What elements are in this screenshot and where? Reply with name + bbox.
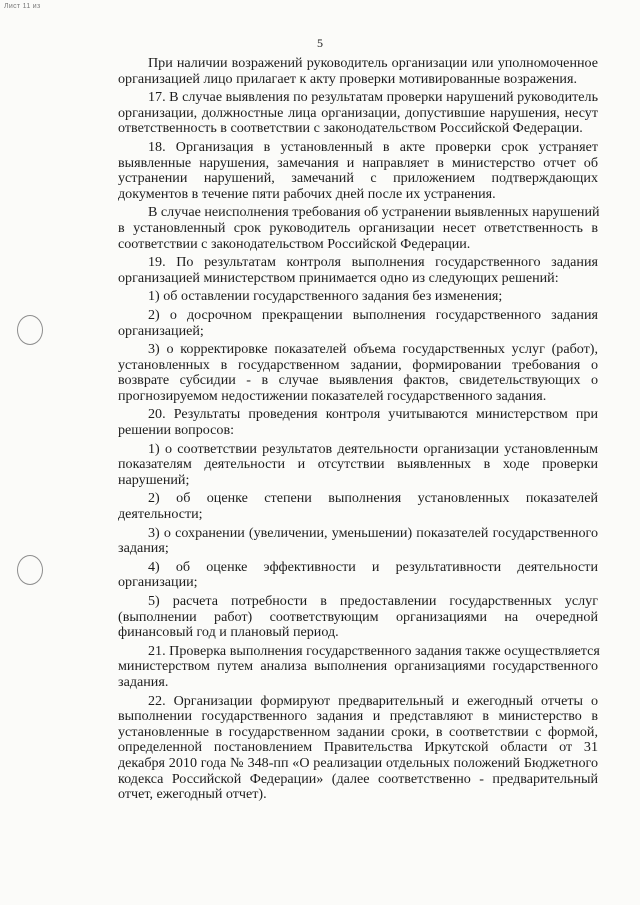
- paragraph: [88, 342, 598, 404]
- text-line: показателям деятельности и отсутствии выявленных в ходе проверки: [118, 456, 598, 473]
- text-line: документов в течение пяти рабочих дней после их устранения.: [118, 185, 496, 202]
- text-line: задания;: [118, 540, 169, 557]
- paragraph: [88, 594, 598, 641]
- text-line: 17. В случае выявления по результатам проверки нарушений руководитель: [148, 89, 598, 106]
- paragraph: [88, 90, 598, 137]
- text-line: 3) о корректировке показателей объема государственных услуг (работ),: [148, 341, 598, 358]
- text-line: финансовый год и плановый период.: [118, 624, 339, 641]
- paragraph: [88, 644, 598, 691]
- text-line: в установленный срок руководитель организации несет ответственность в: [118, 219, 598, 236]
- text-line: 1) о соответствии результатов деятельности организации установленным: [148, 440, 598, 457]
- text-line: министерством путем анализа выполнения организациями государственного: [118, 658, 598, 675]
- text-line: кодекса Российской Федерации» (далее соответственно - предварительный: [118, 770, 598, 787]
- text-line: организации, должностные лица организации, допустившие нарушения, несут: [118, 104, 598, 121]
- text-line: определенной постановлением Правительства Иркутской области от 31: [118, 739, 598, 756]
- text-line: установленных в государственном задании, формировании требования о: [118, 356, 598, 373]
- text-line: прогнозируемом недостижении показателей государственного задания.: [118, 387, 547, 404]
- paragraph: [88, 442, 598, 489]
- document-body: [88, 56, 598, 806]
- text-line: соответствии с законодательством Российской Федерации.: [118, 235, 471, 252]
- text-line: 20. Результаты проведения контроля учитываются министерством при: [148, 406, 598, 423]
- text-line: 19. По результатам контроля выполнения государственного задания: [148, 254, 598, 271]
- text-line: устранении нарушений, замечаний с приложением подтверждающих: [118, 170, 598, 187]
- text-line: выявленные нарушения, замечания и направляет в министерство отчет об: [118, 154, 598, 171]
- paragraph: [88, 205, 598, 252]
- paragraph: [88, 407, 598, 438]
- text-line: выполнении государственного задания и представляют в министерство в: [118, 708, 598, 725]
- text-line: организации;: [118, 574, 198, 591]
- text-line: возврате субсидии - в случае выявления фактов, свидетельствующих о: [118, 372, 598, 389]
- punch-hole-mark: [17, 315, 43, 345]
- text-line: организацией лицо прилагает к акту проверки мотивированные возражения.: [118, 70, 577, 87]
- punch-hole-mark: [17, 555, 43, 585]
- text-line: 2) о досрочном прекращении выполнения государственного задания: [148, 306, 598, 323]
- text-line: 21. Проверка выполнения государственного задания также осуществляется: [148, 642, 600, 659]
- text-line: ответственность в соответствии с законодательством Российской Федерации.: [118, 120, 583, 137]
- text-line: организацией министерством принимается одно из следующих решений:: [118, 269, 559, 286]
- page-number: 5: [317, 36, 323, 50]
- paragraph: [88, 255, 598, 286]
- paragraph: [88, 289, 598, 305]
- text-line: При наличии возражений руководитель организации или уполномоченное: [148, 55, 598, 71]
- text-line: 3) о сохранении (увеличении, уменьшении) показателей государственного: [148, 524, 598, 541]
- text-line: 1) об оставлении государственного задания без изменения;: [148, 288, 503, 305]
- text-line: отчет, ежегодный отчет).: [118, 786, 267, 803]
- text-line: задания.: [118, 673, 169, 690]
- paragraph: [88, 308, 598, 339]
- paragraph: [88, 526, 598, 557]
- paragraph: [88, 560, 598, 591]
- text-line: (выполнении работ) соответствующим организациями на очередной: [118, 608, 598, 625]
- paragraph: [88, 56, 598, 87]
- text-line: 18. Организация в установленный в акте проверки срок устраняет: [148, 138, 598, 155]
- text-line: деятельности;: [118, 506, 203, 523]
- text-line: 5) расчета потребности в предоставлении государственных услуг: [148, 593, 598, 609]
- paragraph: [88, 694, 598, 803]
- text-line: В случае неисполнения требования об устранении выявленных нарушений: [148, 204, 600, 221]
- paragraph: [88, 140, 598, 202]
- text-line: 22. Организации формируют предварительный и ежегодный отчеты о: [148, 692, 598, 709]
- text-line: решении вопросов:: [118, 422, 235, 439]
- text-line: декабря 2010 года № 348-пп «О реализации отдельных положений Бюджетного: [118, 754, 598, 771]
- text-line: установленные в государственном задании сроки, в соответствии с формой,: [118, 723, 598, 740]
- text-line: 2) об оценке степени выполнения установленных показателей: [148, 490, 598, 507]
- scan-mark: Лист 11 из: [4, 3, 41, 10]
- paragraph: [88, 491, 598, 522]
- text-line: 4) об оценке эффективности и результативности деятельности: [148, 558, 598, 575]
- text-line: организацией;: [118, 322, 204, 339]
- text-line: нарушений;: [118, 471, 190, 488]
